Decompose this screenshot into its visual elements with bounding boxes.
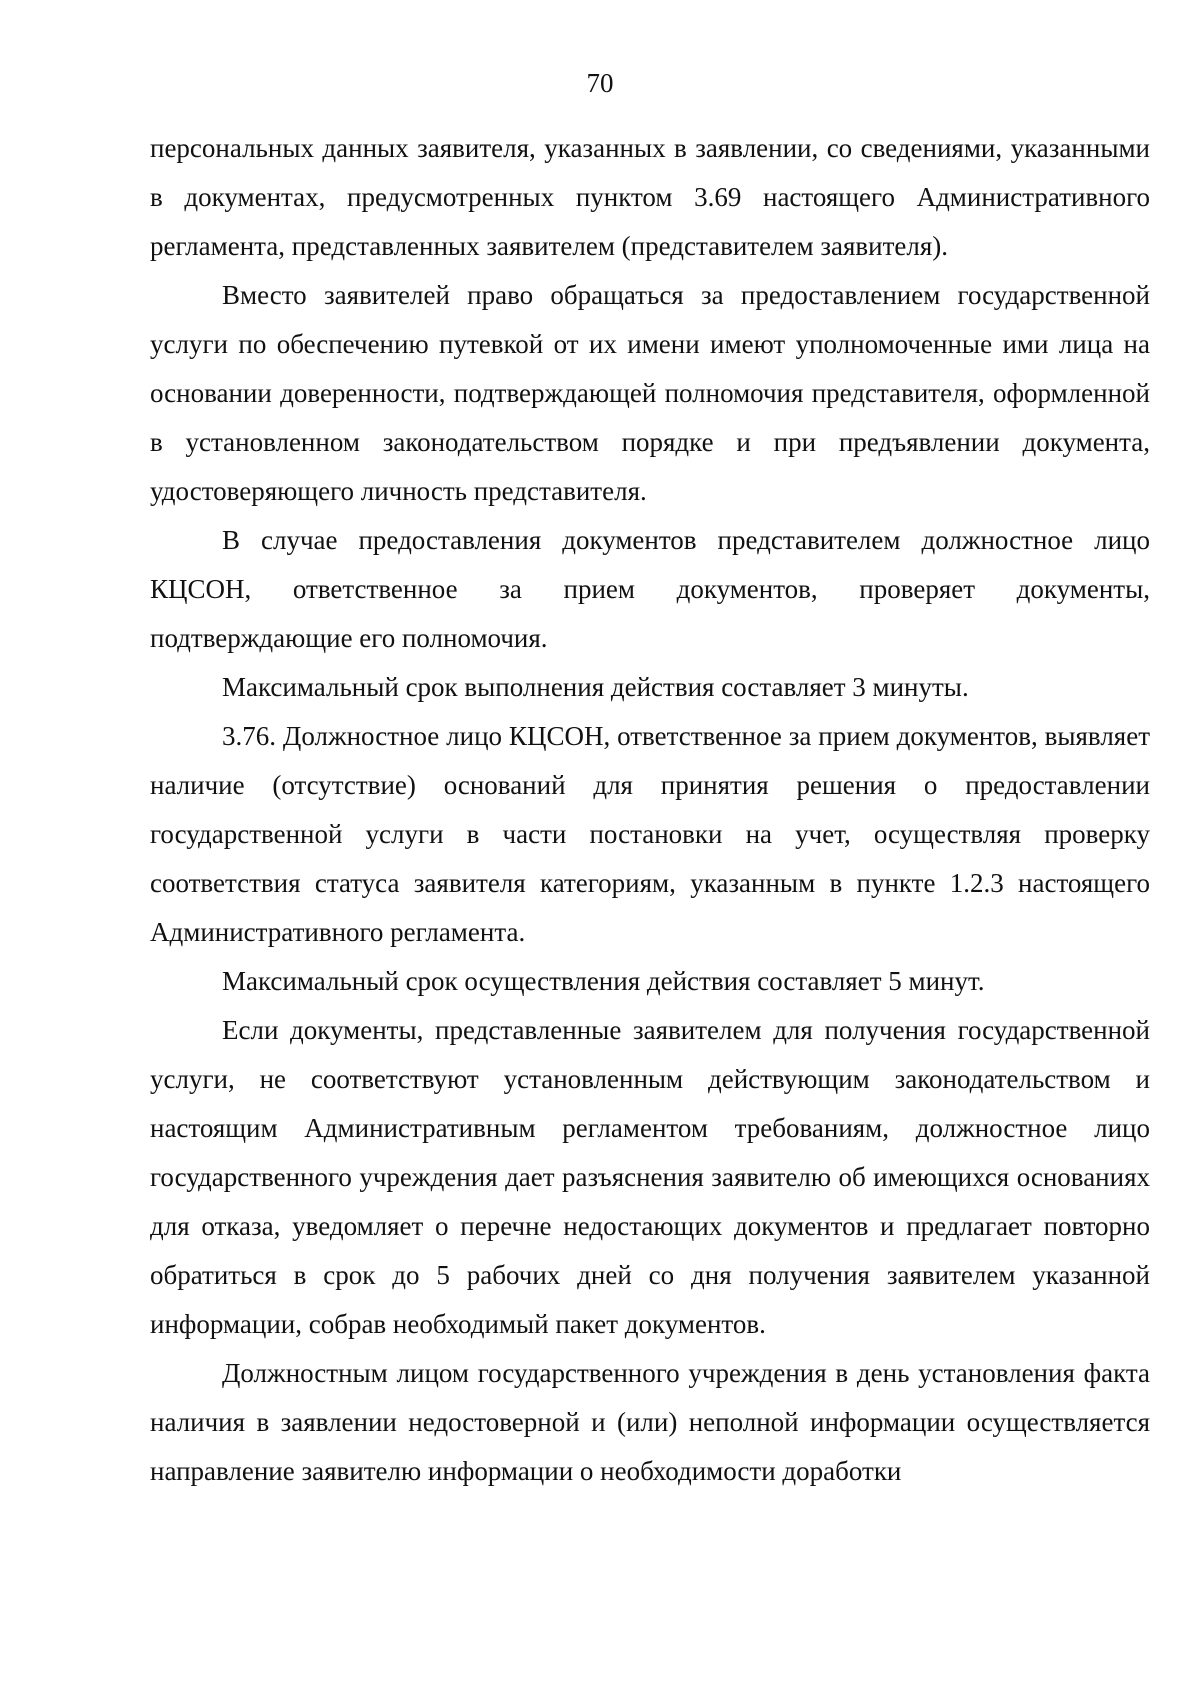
- paragraph-max-time-3-minutes: Максимальный срок выполнения действия составляет 3 минуты.: [222, 672, 969, 702]
- paragraph-representatives: Вместо заявителей право обращаться за предоставлением государственной услуги по обеспечению путевкой от их имени имеют уполномоченные ими лица на основании доверенности, подтверждающей полномочия представителя, оформленной в установленном законодательством порядке и при предъявлении документа, удостоверяющего личность представителя.: [150, 280, 1150, 506]
- document-body: [150, 124, 1150, 1496]
- paragraph-incomplete-information: Должностным лицом государственного учреждения в день установления факта наличия в заявлении недостоверной и (или) неполной информации осуществляется направление заявителю информации о необходимости доработки: [150, 1358, 1150, 1486]
- page-number: 70: [586, 68, 614, 98]
- paragraph-continuation: персональных данных заявителя, указанных в заявлении, со сведениями, указанными в документах, предусмотренных пунктом 3.69 настоящего Административного регламента, представленных заявителем (представителем заявителя).: [150, 133, 1150, 261]
- paragraph-max-time-5-minutes: Максимальный срок осуществления действия составляет 5 минут.: [222, 966, 985, 996]
- paragraph-nonconforming-documents: Если документы, представленные заявителем для получения государственной услуги, не соответствуют установленным действующим законодательством и настоящим Административным регламентом требованиям, должностное лицо государственного учреждения дает разъяснения заявителю об имеющихся основаниях для отказа, уведомляет о перечне недостающих документов и предлагает повторно обратиться в срок до 5 рабочих дней со дня получения заявителем указанной информации, собрав необходимый пакет документов.: [150, 1015, 1150, 1339]
- paragraph-representative-documents: В случае предоставления документов представителем должностное лицо КЦСОН, ответственное за прием документов, проверяет документы, подтверждающие его полномочия.: [150, 525, 1150, 653]
- paragraph-section-3-76: 3.76. Должностное лицо КЦСОН, ответственное за прием документов, выявляет наличие (отсутствие) оснований для принятия решения о предоставлении государственной услуги в части постановки на учет, осуществляя проверку соответствия статуса заявителя категориям, указанным в пункте 1.2.3 настоящего Административного регламента.: [150, 721, 1150, 947]
